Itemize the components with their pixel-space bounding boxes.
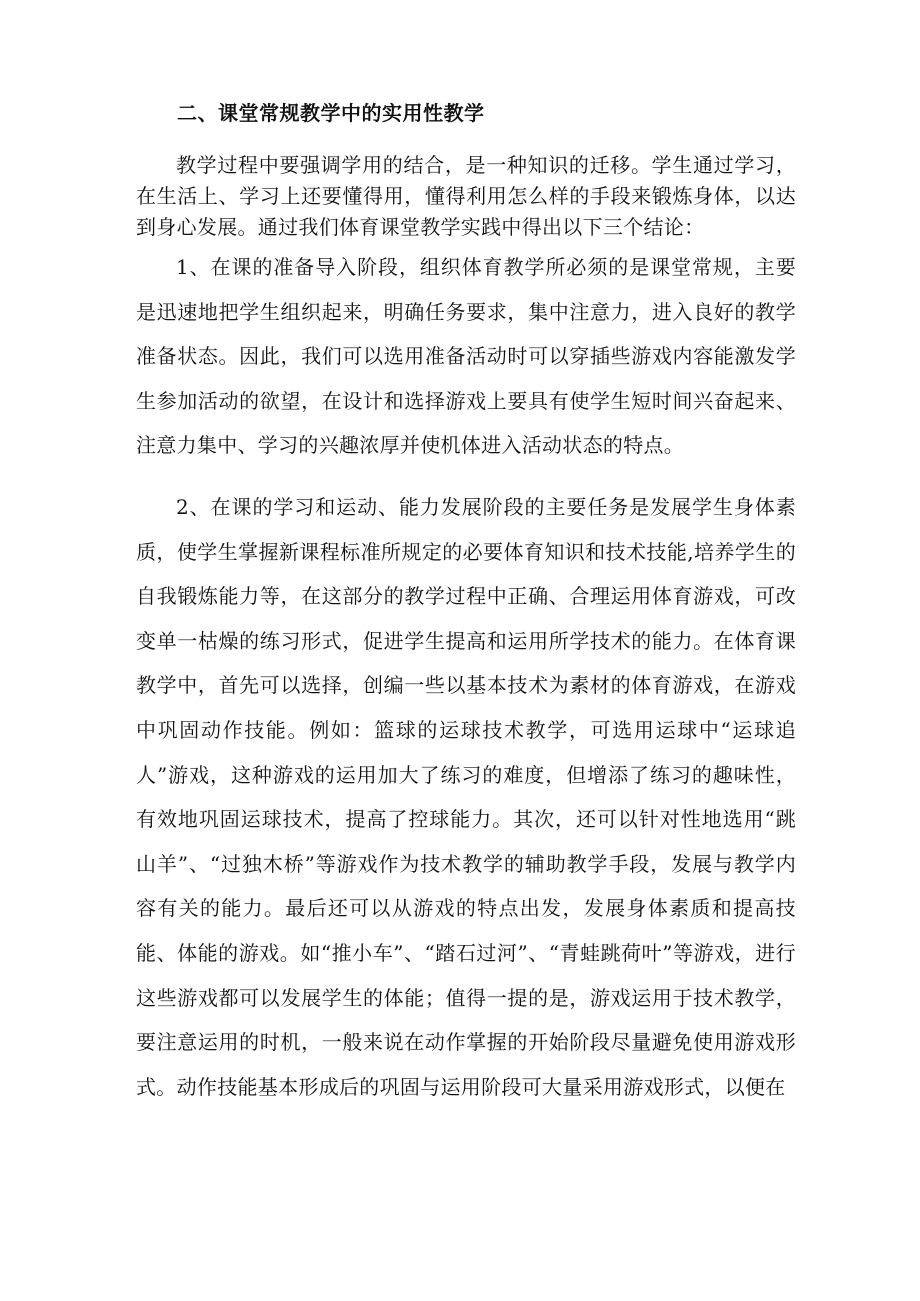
- paragraph-point-1: 1、在课的准备导入阶段，组织体育教学所必须的是课堂常规，主要是迅速地把学生组织起来，明确任务要求，集中注意力，进入良好的教学准备状态。因此，我们可以选用准备活动时可以穿插些游戏内容能激发学生参加活动的欲望，在设计和选择游戏上要具有使学生短时间兴奋起来、注意力集中、学习的兴趣浓厚并使机体进入活动状态的特点。: [136, 255, 796, 457]
- paragraph-intro: 教学过程中要强调学用的结合，是一种知识的迁移。学生通过学习，在生活上、学习上还要懂得用，懂得利用怎么样的手段来锻炼身体，以达到身心发展。通过我们体育课堂教学实践中得出以下三个结论：: [136, 153, 796, 239]
- section-heading: 二、课堂常规教学中的实用性教学: [177, 101, 485, 125]
- paragraph-point-2: 2、在课的学习和运动、能力发展阶段的主要任务是发展学生身体素质，使学生掌握新课程标准所规定的必要体育知识和技术技能,培养学生的自我锻炼能力等，在这部分的教学过程中正确、合理运用体育游戏，可改变单一枯燥的练习形式，促进学生提高和运用所学技术的能力。在体育课教学中，首先可以选择，创编一些以基本技术为素材的体育游戏，在游戏中巩固动作技能。例如：篮球的运球技术教学，可选用运球中“运球追人”游戏，这种游戏的运用加大了练习的难度，但增添了练习的趣味性，有效地巩固运球技术，提高了控球能力。其次，还可以针对性地选用“跳山羊”、“过独木桥”等游戏作为技术教学的辅助教学手段，发展与教学内容有关的能力。最后还可以从游戏的特点出发，发展身体素质和提高技能、体能的游戏。如“推小车”、“踏石过河”、“青蛙跳荷叶”等游戏，进行这些游戏都可以发展学生的体能；值得一提的是，游戏运用于技术教学，要注意运用的时机，一般来说在动作掌握的开始阶段尽量避免使用游戏形式。动作技能基本形成后的巩固与运用阶段可大量采用游戏形式，以便在: [136, 495, 796, 1099]
